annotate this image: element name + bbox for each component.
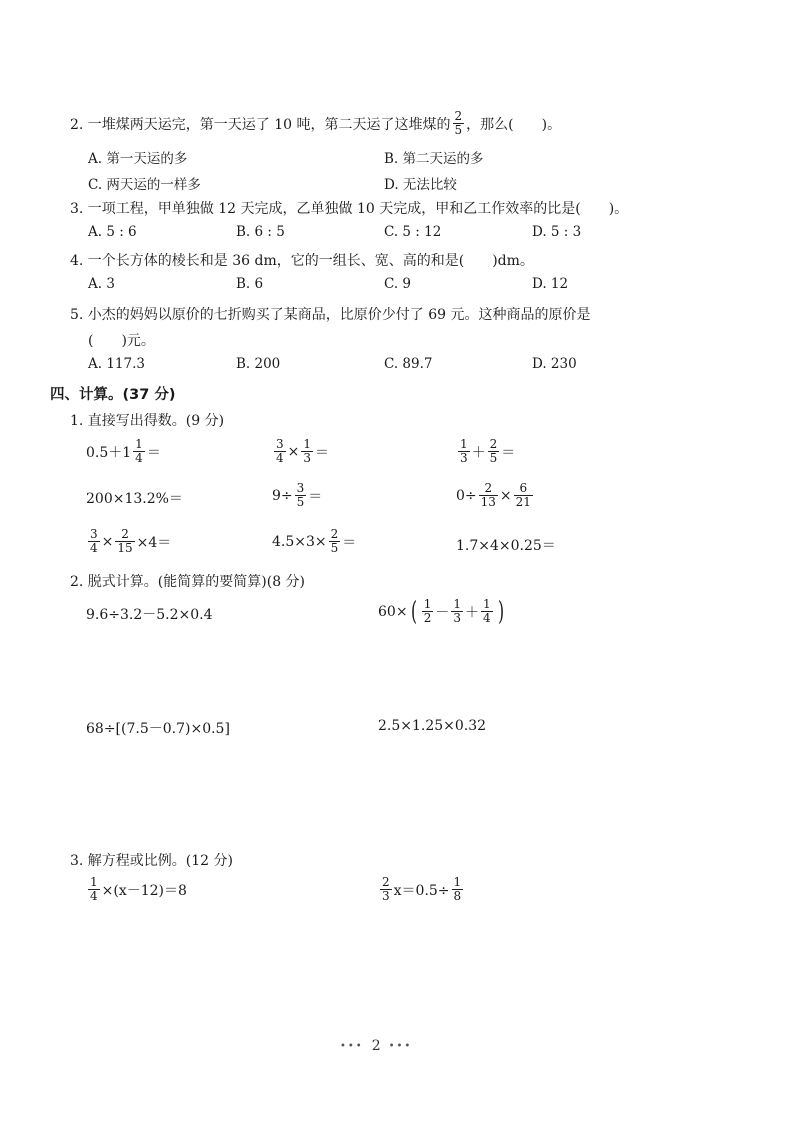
question-5-line-2: ( )元。 bbox=[88, 333, 155, 349]
q5-option-a: A. 117.3 bbox=[88, 356, 145, 372]
section-title: 四、计算。(37 分) bbox=[50, 387, 176, 403]
q2-option-a: A. 第一天运的多 bbox=[88, 151, 188, 167]
expr-1: 9.6÷3.2－5.2×0.4 bbox=[86, 607, 213, 623]
question-3: 3. 一项工程，甲单独做 12 天完成，乙单独做 10 天完成，甲和乙工作效率的比是( )。 bbox=[70, 201, 629, 217]
expr-3: 68÷[(7.5－0.7)×0.5] bbox=[86, 721, 230, 737]
q3-option-c: C. 5 : 12 bbox=[384, 224, 442, 240]
footer-dots-right: ••• bbox=[388, 1040, 413, 1052]
calc-r2c2: 9÷ $\frac{3}{5}$ ＝ bbox=[272, 481, 323, 509]
page-footer bbox=[340, 1038, 412, 1054]
fraction: $\frac{1}{4}$ bbox=[90, 875, 98, 903]
expr-2: 60× ( 1 2 － 1 3 ＋ 1 4 ) bbox=[378, 596, 504, 627]
fraction: $\frac{1}{8}$ bbox=[453, 875, 462, 903]
equation-2: 2 3 x＝0.5÷ $\frac{1}{8}$ bbox=[382, 875, 462, 903]
fraction: 1 3 bbox=[460, 437, 468, 465]
expr-4: 2.5×1.25×0.32 bbox=[378, 718, 487, 734]
q3-option-a: A. 5 : 6 bbox=[88, 224, 137, 240]
question-2-text: 2. 一堆煤两天运完，第一天运了 10 吨，第二天运了这堆煤的 bbox=[70, 116, 451, 133]
page-number: 2 bbox=[371, 1038, 381, 1054]
equation-1: $\frac{1}{4}$ ×(x－12)＝8 bbox=[90, 875, 187, 903]
fraction: 1 4 bbox=[135, 437, 143, 465]
fraction: $\frac{3}{4}$ bbox=[276, 437, 284, 465]
fraction: $\frac{2}{15}$ bbox=[117, 527, 133, 555]
q4-option-d: D. 12 bbox=[532, 276, 569, 292]
calc-r3c3: 1.7×4×0.25＝ bbox=[456, 538, 556, 554]
q3-option-b: B. 6 : 5 bbox=[236, 224, 285, 240]
q4-option-c: C. 9 bbox=[384, 276, 412, 292]
q2-option-b: B. 第二天运的多 bbox=[384, 151, 484, 167]
calc-r3c1: $\frac{3}{4}$ × $\frac{2}{15}$ ×4＝ bbox=[90, 527, 172, 555]
fraction: $\frac{1}{3}$ bbox=[303, 437, 312, 465]
part-2-title: 2. 脱式计算。(能简算的要简算)(8 分) bbox=[70, 574, 306, 590]
fraction: $\frac{6}{21}$ bbox=[515, 481, 531, 509]
fraction: 2 5 bbox=[489, 437, 498, 465]
q3-option-d: D. 5 : 3 bbox=[532, 224, 582, 240]
calc-r1c1: 0.5＋1 1 4 ＝ bbox=[86, 437, 161, 465]
fraction: $\frac{3}{4}$ bbox=[90, 527, 98, 555]
fraction: $\frac{2}{5}$ bbox=[330, 527, 339, 555]
fraction: 2 5 bbox=[454, 109, 463, 137]
question-2 bbox=[70, 110, 561, 137]
calc-r2c1: 200×13.2%＝ bbox=[86, 491, 183, 507]
fraction: 1 4 bbox=[482, 597, 491, 625]
q2-option-c: C. 两天运的一样多 bbox=[88, 177, 201, 193]
q5-option-d: D. 230 bbox=[532, 356, 577, 372]
calc-r3c2: 4.5×3× $\frac{2}{5}$ ＝ bbox=[272, 527, 357, 555]
fraction: $\frac{3}{5}$ bbox=[296, 481, 305, 509]
question-4: 4. 一个长方体的棱长和是 36 dm，它的一组长、宽、高的和是( )dm。 bbox=[70, 253, 534, 269]
q4-option-a: A. 3 bbox=[88, 276, 115, 292]
part-3-title: 3. 解方程或比例。(12 分) bbox=[70, 853, 233, 869]
q5-option-b: B. 200 bbox=[236, 356, 281, 372]
question-5: 5. 小杰的妈妈以原价的七折购买了某商品，比原价少付了 69 元。这种商品的原价是 bbox=[70, 307, 591, 323]
calc-r2c3: 0÷ $\frac{2}{13}$ × $\frac{6}{21}$ bbox=[456, 481, 531, 509]
q4-option-b: B. 6 bbox=[236, 276, 264, 292]
calc-r1c2: $\frac{3}{4}$ × $\frac{1}{3}$ ＝ bbox=[276, 437, 330, 465]
q2-option-d: D. 无法比较 bbox=[384, 177, 457, 193]
question-2-text-end: ，那么( )。 bbox=[466, 116, 562, 133]
fraction: $\frac{2}{13}$ bbox=[480, 481, 496, 509]
fraction: 2 3 bbox=[382, 875, 390, 903]
fraction: 1 2 bbox=[423, 597, 432, 625]
part-1-title: 1. 直接写出得数。(9 分) bbox=[70, 413, 225, 429]
fraction: 1 3 bbox=[453, 597, 461, 625]
q5-option-c: C. 89.7 bbox=[384, 356, 433, 372]
calc-r1c3: 1 3 ＋ 2 5 ＝ bbox=[460, 437, 516, 465]
footer-dots-left: ••• bbox=[340, 1040, 364, 1052]
